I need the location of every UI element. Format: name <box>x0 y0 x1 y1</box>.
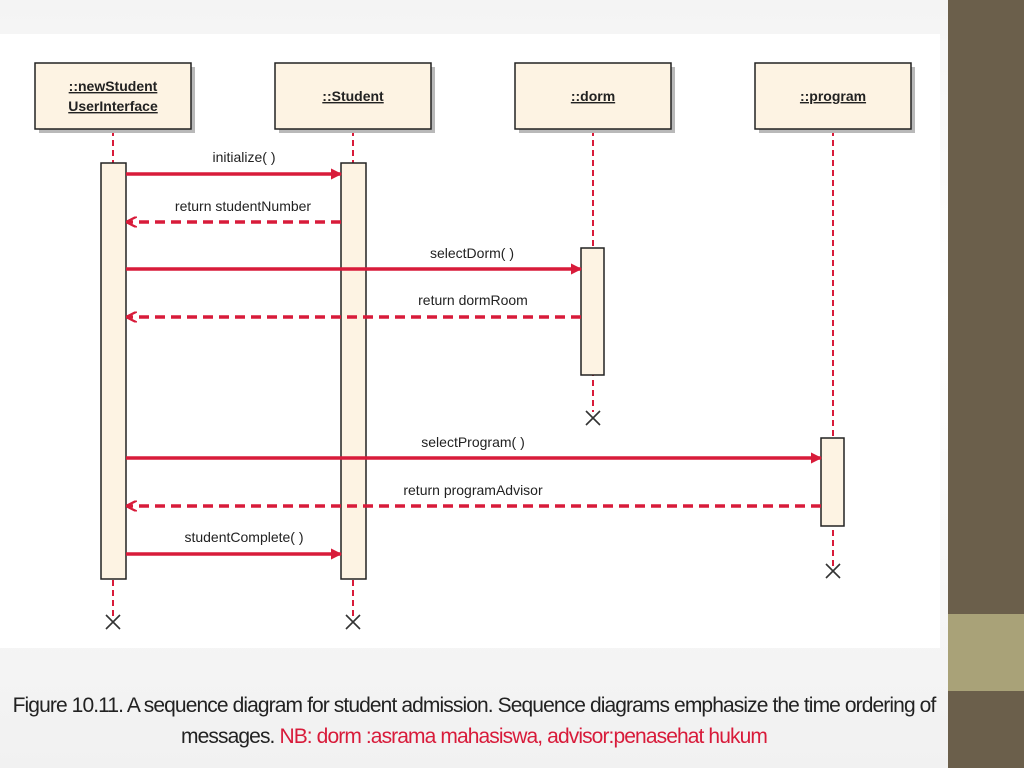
message-return-studentnumber <box>127 198 341 222</box>
object-newstudent-ui <box>35 63 195 133</box>
message-initialize <box>126 149 341 174</box>
object-name: ::program <box>799 88 867 104</box>
figure-panel <box>0 34 940 648</box>
activation-bars <box>101 163 844 579</box>
caption-text: Figure 10.11. A sequence diagram for student admission. Sequence diagrams emphasize the time ordering of messages. <box>12 694 936 748</box>
object-name: ::dorm <box>570 88 616 104</box>
message-studentcomplete <box>126 529 341 554</box>
activation-program <box>821 438 844 526</box>
activation-dorm <box>581 248 604 375</box>
object-program <box>755 63 915 133</box>
destroy-x-newstudent-ui <box>106 615 120 629</box>
message-label: return studentNumber <box>174 198 312 214</box>
object-name-line2: UserInterface <box>68 98 158 114</box>
destroy-x-student <box>346 615 360 629</box>
figure-caption <box>0 690 948 752</box>
side-accent <box>948 614 1024 691</box>
object-name: ::newStudent <box>68 78 158 94</box>
object-name: ::Student <box>322 88 384 104</box>
destroy-x-program <box>826 564 840 578</box>
message-label: selectProgram( ) <box>421 434 525 450</box>
activation-newstudent-ui <box>101 163 126 579</box>
message-label: initialize( ) <box>212 149 276 165</box>
message-return-programadvisor <box>127 482 821 506</box>
message-label: selectDorm( ) <box>429 245 515 261</box>
object-dorm <box>515 63 675 133</box>
activation-student <box>341 163 366 579</box>
message-selectprogram <box>126 434 821 458</box>
object-student <box>275 63 435 133</box>
caption-note: NB: dorm :asrama mahasiswa, advisor:penasehat hukum <box>279 725 767 748</box>
message-label: return dormRoom <box>418 292 528 308</box>
destroy-x-dorm <box>586 411 600 425</box>
message-label: studentComplete( ) <box>184 529 304 545</box>
sequence-diagram <box>0 34 940 648</box>
message-label: return programAdvisor <box>403 482 543 498</box>
